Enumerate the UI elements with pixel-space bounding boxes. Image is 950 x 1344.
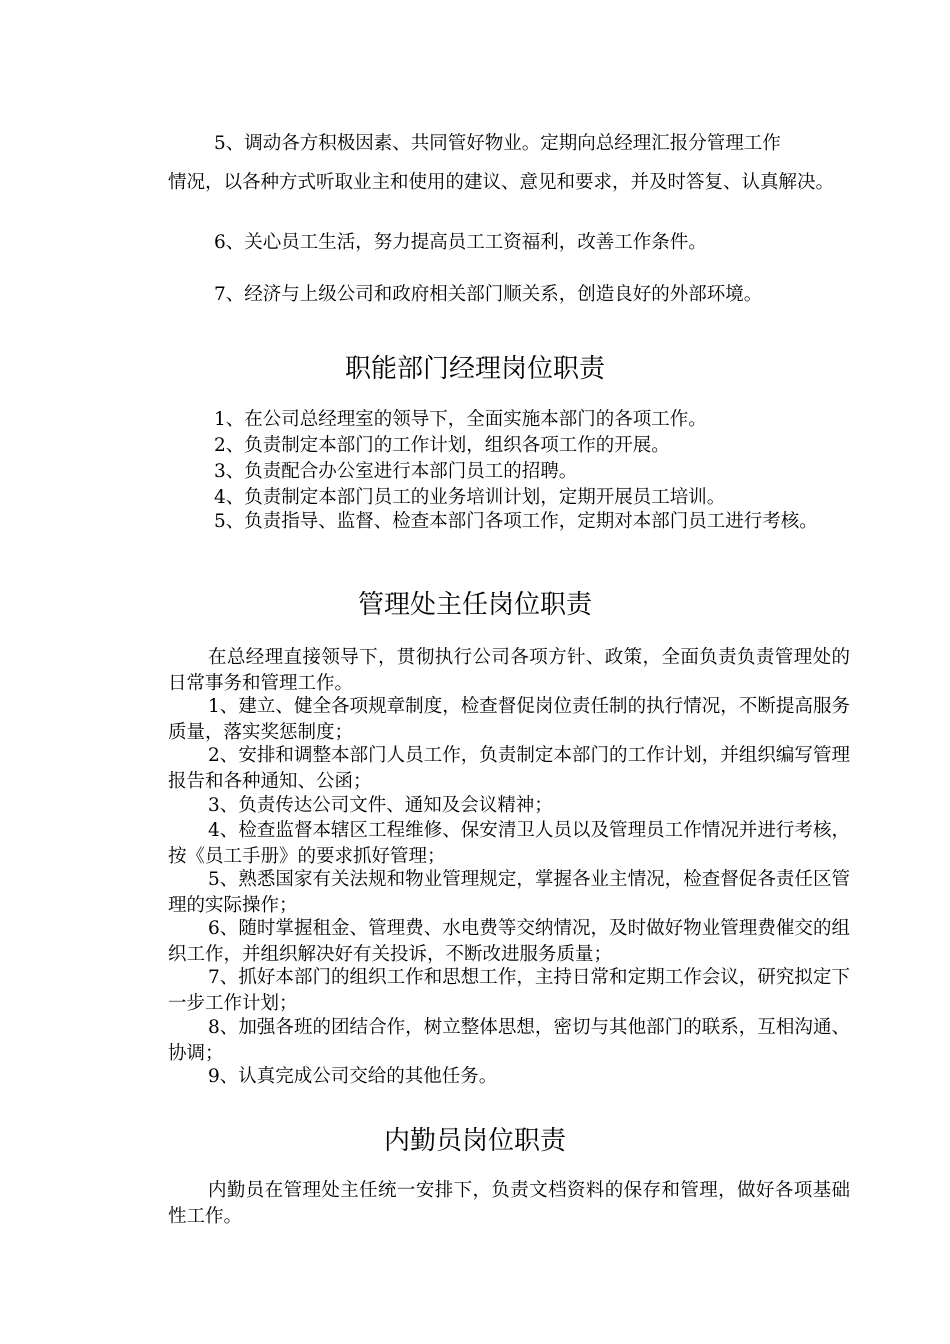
list-item: 2、负责制定本部门的工作计划，组织各项工作的开展。 [214, 435, 670, 456]
list-item: 3、负责传达公司文件、通知及会议精神； [208, 795, 553, 816]
list-item: 5、熟悉国家有关法规和物业管理规定，掌握各业主情况，检查督促各责任区管理的实际操作； [168, 869, 850, 916]
paragraph-5-line1: 5、调动各方积极因素、共同管好物业。定期向总经理汇报分管理工作 [214, 133, 781, 154]
list-item: 6、随时掌握租金、管理费、水电费等交纳情况，及时做好物业管理费催交的组织工作，并组织解决好有关投诉，不断改进服务质量； [168, 918, 850, 965]
list-item: 4、检查监督本辖区工程维修、保安清卫人员以及管理员工作情况并进行考核，按《员工手册》的要求抓好管理； [168, 820, 850, 867]
list-item: 1、在公司总经理室的领导下，全面实施本部门的各项工作。 [214, 409, 707, 430]
section-intro: 内勤员在管理处主任统一安排下，负责文档资料的保存和管理，做好各项基础性工作。 [168, 1180, 850, 1227]
list-item: 5、负责指导、监督、检查本部门各项工作，定期对本部门员工进行考核。 [214, 511, 818, 532]
paragraph-5-rest: 情况，以各种方式听取业主和使用的建议、意见和要求，并及时答复、认真解决。 [168, 172, 835, 193]
list-item: 1、建立、健全各项规章制度，检查督促岗位责任制的执行情况，不断提高服务质量，落实奖惩制度； [168, 696, 850, 743]
list-item: 7、抓好本部门的组织工作和思想工作，主持日常和定期工作会议，研究拟定下一步工作计划； [168, 967, 850, 1014]
list-item: 2、安排和调整本部门人员工作，负责制定本部门的工作计划，并组织编写管理报告和各种通知、公函； [168, 745, 850, 792]
section-title-office-director: 管理处主任岗位职责 [357, 590, 592, 620]
list-item: 9、认真完成公司交给的其他任务。 [208, 1066, 498, 1087]
list-item: 3、负责配合办公室进行本部门员工的招聘。 [214, 461, 578, 482]
list-item: 4、负责制定本部门员工的业务培训计划，定期开展员工培训。 [214, 487, 726, 508]
section-intro: 在总经理直接领导下，贯彻执行公司各项方针、政策，全面负责负责管理处的日常事务和管理工作。 [168, 647, 850, 694]
section-title-clerk: 内勤员岗位职责 [383, 1126, 566, 1156]
paragraph-6: 6、关心员工生活，努力提高员工工资福利，改善工作条件。 [214, 232, 707, 253]
section-title-dept-manager: 职能部门经理岗位职责 [344, 354, 605, 384]
list-item: 8、加强各班的团结合作，树立整体思想，密切与其他部门的联系，互相沟通、协调； [168, 1017, 850, 1064]
paragraph-7: 7、经济与上级公司和政府相关部门顺关系，创造良好的外部环境。 [214, 284, 763, 305]
